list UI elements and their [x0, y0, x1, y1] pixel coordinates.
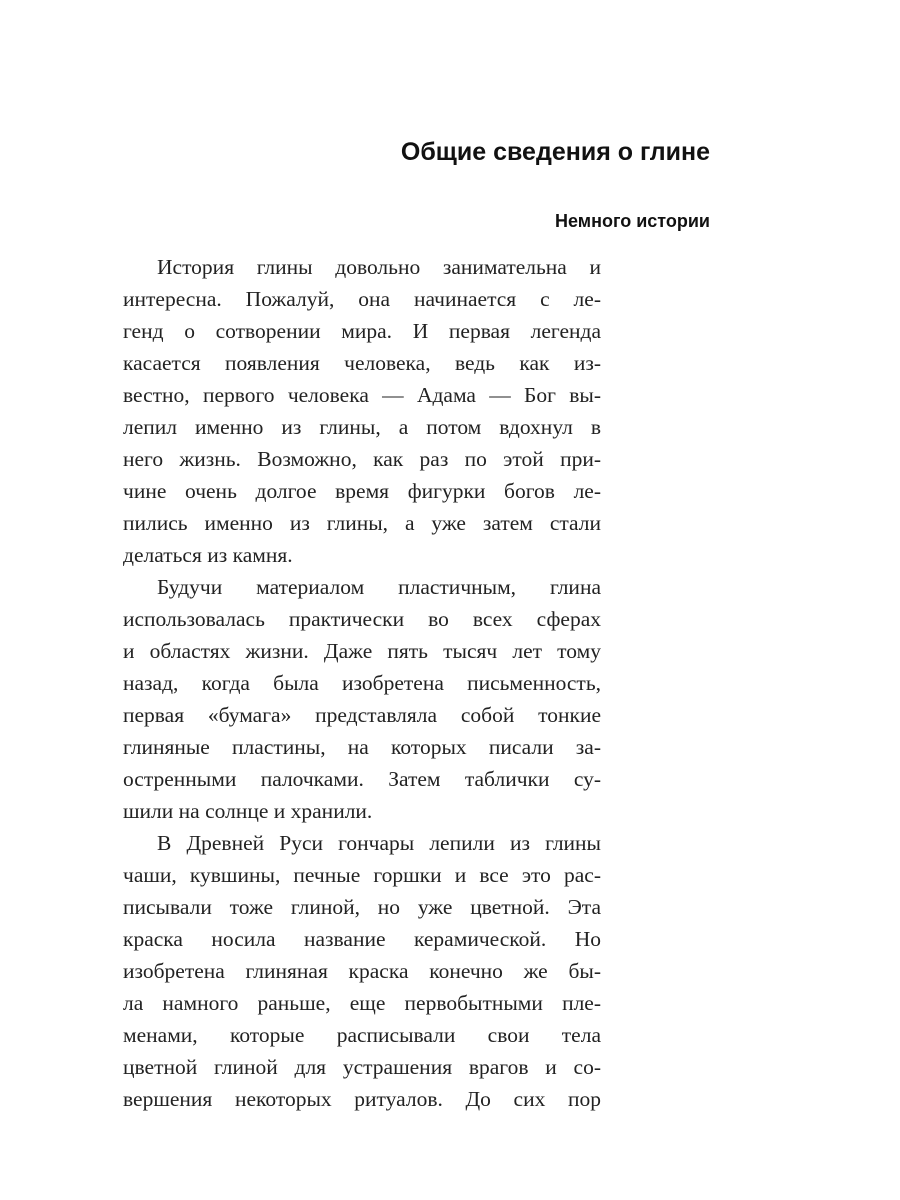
text-line: цветной глиной для устрашения врагов и со- — [123, 1055, 601, 1079]
text-line: В Древней Руси гончары лепили из глины — [157, 831, 601, 855]
text-line: первая «бумага» представляла собой тонкие — [123, 703, 601, 727]
text-line: шили на солнце и хранили. — [123, 799, 373, 823]
text-line: остренными палочками. Затем таблички су- — [123, 767, 601, 791]
text-line: назад, когда была изобретена письменность, — [123, 671, 601, 695]
text-line: изобретена глиняная краска конечно же бы- — [123, 959, 601, 983]
text-line: писывали тоже глиной, но уже цветной. Эта — [123, 895, 601, 919]
text-line: делаться из камня. — [123, 543, 293, 567]
chapter-title: Общие сведения о глине — [400, 138, 710, 166]
text-line: краска носила название керамической. Но — [123, 927, 601, 951]
text-line: него жизнь. Возможно, как раз по этой при- — [123, 447, 601, 471]
text-line: Будучи материалом пластичным, глина — [157, 575, 601, 599]
text-line: касается появления человека, ведь как из- — [123, 351, 601, 375]
text-line: вестно, первого человека — Адама — Бог вы- — [123, 383, 601, 407]
text-line: ла намного раньше, еще первобытными пле- — [123, 991, 601, 1015]
section-title: Немного истории — [555, 211, 710, 231]
text-line: чине очень долгое время фигурки богов ле- — [123, 479, 601, 503]
text-line: пились именно из глины, а уже затем стали — [123, 511, 601, 535]
text-line: интересна. Пожалуй, она начинается с ле- — [123, 287, 601, 311]
text-line: чаши, кувшины, печные горшки и все это рас- — [123, 863, 601, 887]
text-line: История глины довольно занимательна и — [157, 255, 601, 279]
text-line: лепил именно из глины, а потом вдохнул в — [123, 415, 601, 439]
text-line: и областях жизни. Даже пять тысяч лет тому — [123, 639, 601, 663]
text-line: использовалась практически во всех сферах — [123, 607, 601, 631]
text-line: вершения некоторых ритуалов. До сих пор — [123, 1087, 601, 1111]
text-line: глиняные пластины, на которых писали за- — [123, 735, 601, 759]
text-line: менами, которые расписывали свои тела — [123, 1023, 601, 1047]
text-line: генд о сотворении мира. И первая легенда — [123, 319, 601, 343]
